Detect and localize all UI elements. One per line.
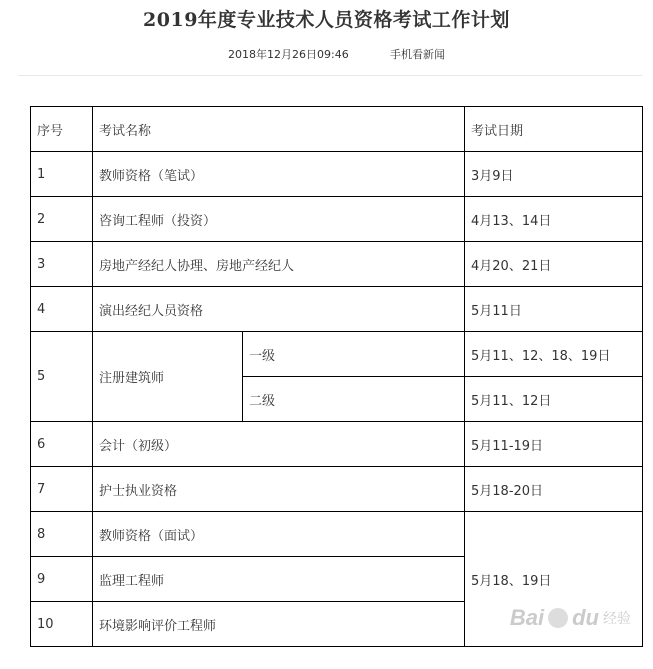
watermark-brand: Bai <box>509 605 545 630</box>
watermark-suffix: 经验 <box>603 610 631 626</box>
table-row <box>31 467 643 512</box>
header-divider <box>18 75 642 76</box>
table-row <box>31 197 643 242</box>
row-exam-name: 教师资格（笔试） <box>93 152 465 197</box>
row-exam-date: 4月13、14日 <box>465 197 643 242</box>
page-title: 2019年度专业技术人员资格考试工作计划 <box>143 9 510 31</box>
row-exam-level: 一级 <box>243 332 465 377</box>
exam-schedule-table <box>30 106 643 647</box>
table-row <box>31 512 643 557</box>
watermark-brand-2: du <box>572 605 599 630</box>
baidu-watermark <box>510 605 631 631</box>
row-no: 5 <box>31 332 93 422</box>
table-row <box>31 332 643 377</box>
row-no: 8 <box>31 512 93 557</box>
row-no: 1 <box>31 152 93 197</box>
baidu-paw-icon <box>548 608 568 628</box>
row-exam-name: 注册建筑师 <box>93 332 243 422</box>
row-exam-level: 二级 <box>243 377 465 422</box>
row-exam-date: 5月11-19日 <box>465 422 643 467</box>
row-exam-name: 会计（初级） <box>93 422 465 467</box>
row-exam-date: 4月20、21日 <box>465 242 643 287</box>
row-no: 3 <box>31 242 93 287</box>
table-row <box>31 152 643 197</box>
row-exam-date-merged: 5月18、19日 <box>465 512 643 647</box>
row-no: 9 <box>31 557 93 602</box>
table-row <box>31 287 643 332</box>
row-exam-name: 教师资格（面试） <box>93 512 465 557</box>
row-exam-date: 3月9日 <box>465 152 643 197</box>
table-header-row <box>31 107 643 152</box>
row-exam-date: 5月18-20日 <box>465 467 643 512</box>
row-exam-name: 演出经纪人员资格 <box>93 287 465 332</box>
row-no: 7 <box>31 467 93 512</box>
row-no: 4 <box>31 287 93 332</box>
table-row <box>31 242 643 287</box>
row-no: 10 <box>31 602 93 647</box>
row-exam-name: 环境影响评价工程师 <box>93 602 465 647</box>
row-exam-name: 护士执业资格 <box>93 467 465 512</box>
row-exam-date: 5月11、12、18、19日 <box>465 332 643 377</box>
header-no: 序号 <box>31 107 93 152</box>
row-exam-date: 5月11日 <box>465 287 643 332</box>
header-date: 考试日期 <box>465 107 643 152</box>
header-name: 考试名称 <box>93 107 465 152</box>
table-row <box>31 422 643 467</box>
publish-date: 2018年12月26日09:46 <box>228 48 349 61</box>
row-exam-name: 监理工程师 <box>93 557 465 602</box>
row-no: 2 <box>31 197 93 242</box>
row-exam-name: 房地产经纪人协理、房地产经纪人 <box>93 242 465 287</box>
row-exam-name: 咨询工程师（投资） <box>93 197 465 242</box>
row-no: 6 <box>31 422 93 467</box>
row-exam-date: 5月11、12日 <box>465 377 643 422</box>
mobile-view-link[interactable]: 手机看新闻 <box>390 48 445 61</box>
